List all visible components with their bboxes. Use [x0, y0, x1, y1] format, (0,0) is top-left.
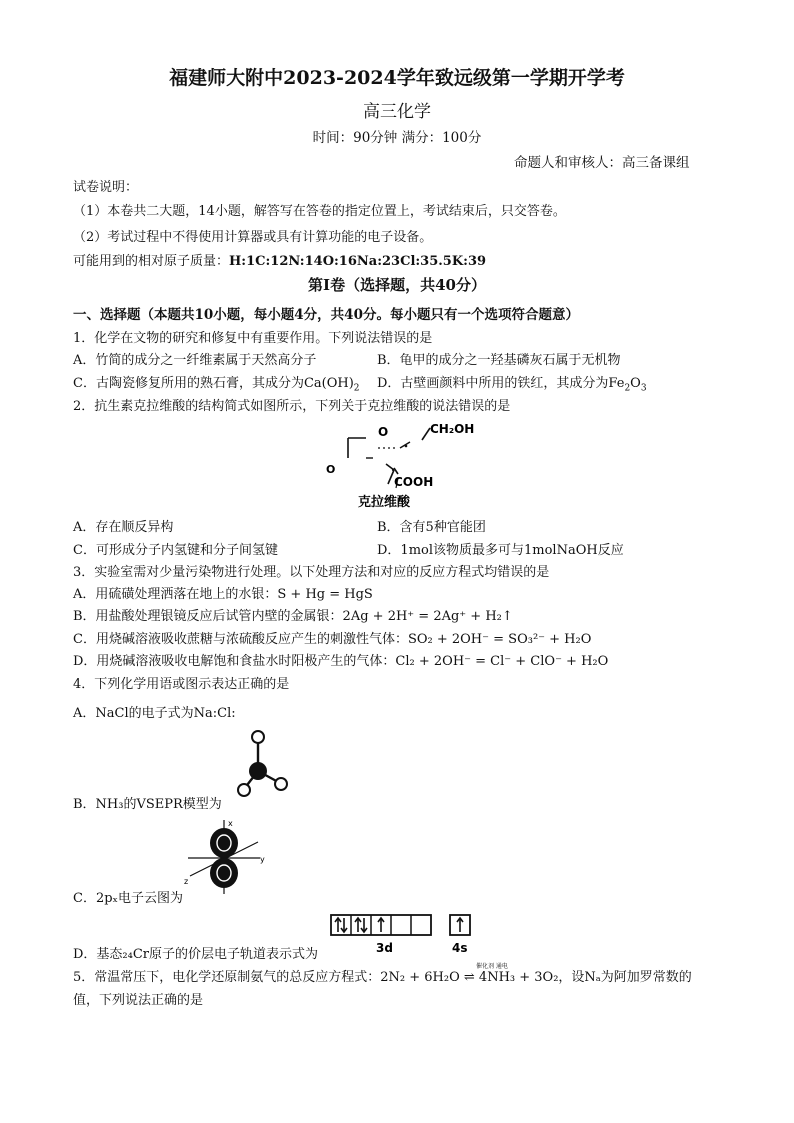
orbital-lobe: [210, 828, 238, 858]
q5-stem-line-2: 值，下列说法正确的是: [73, 993, 204, 1008]
electron-arrow-4s: [457, 918, 463, 932]
part-one-heading: 一、选择题（本题共10小题，每小题4分，共40分。每小题只有一个选项符合题意）: [73, 307, 579, 323]
instructions-heading: 试卷说明：: [73, 180, 139, 195]
q1-option-d-mid: O: [630, 376, 641, 391]
q2-option-a: A．存在顺反异构: [73, 520, 174, 535]
q3-option-d: D．用烧碱溶液吸收电解饱和食盐水时阳极产生的气体：Cl₂ + 2OH⁻ = Cl⁻ + ClO⁻ + H₂O: [73, 654, 609, 669]
clavulanic-acid-structure: [318, 418, 498, 510]
fig-caption: 克拉维酸: [358, 495, 411, 510]
bond: [394, 468, 398, 474]
exam-title: 福建师大附中2023-2024学年致远级第一学期开学考: [169, 67, 625, 89]
q1-option-d-sub2: 3: [640, 383, 647, 394]
q1-option-d-text: D．古壁画颜料中所用的铁红，其成分为Fe: [377, 376, 625, 391]
q3-option-a: A．用硫磺处理洒落在地上的水银：S + Hg = HgS: [73, 587, 373, 602]
q2-option-d: D．1mol该物质最多可与1molNaOH反应: [377, 543, 624, 558]
axis-label-z: z: [184, 877, 189, 886]
q5-stem-line-1: 5．常温常压下，电化学还原制氨气的总反应方程式：2N₂ + 6H₂O ⇌ 4NH₃ + 3O₂，设Nₐ为阿加罗常数的: [73, 970, 692, 985]
h-atom: [238, 784, 250, 796]
q3-option-b: B．用盐酸处理银镜反应后试管内壁的金属银：2Ag + 2H⁺ = 2Ag⁺ + H₂↑: [73, 609, 513, 624]
bond: [422, 428, 430, 440]
bond: [386, 464, 394, 470]
axis-label-x: x: [228, 819, 233, 828]
instruction-item-1: （1）本卷共二大题，14小题，解答写在答卷的指定位置上，考试结束后，只交答卷。: [73, 204, 566, 219]
q1-option-d: [377, 372, 647, 394]
q1-option-a: A．竹简的成分之一纤维素属于天然高分子: [73, 353, 317, 368]
atomic-mass-line: [73, 250, 486, 269]
q5-arrow-label: 催化剂 通电: [476, 963, 508, 970]
fig-o2: O: [326, 463, 336, 476]
h-atom: [275, 778, 287, 790]
q3-option-c: C．用烧碱溶液吸收蔗糖与浓硫酸反应产生的刺激性气体：SO₂ + 2OH⁻ = SO₃²⁻ + H₂O: [73, 632, 592, 647]
q1-option-c-text: C．古陶瓷修复所用的熟石膏，其成分为Ca(OH): [73, 376, 354, 391]
orbital-lobe: [210, 858, 238, 888]
fig-cooh: COOH: [394, 475, 434, 489]
q3-stem: 3．实验室需对少量污染物进行处理。以下处理方法和对应的反应方程式均错误的是: [73, 565, 550, 580]
fig-ch2oh: CH₂OH: [430, 422, 475, 436]
atomic-mass-label: 可能用到的相对原子质量：: [73, 254, 230, 269]
axis-label-y: y: [260, 855, 265, 864]
p-orbital-figure: [184, 816, 268, 896]
h-atom: [252, 731, 264, 743]
q1-option-b: B．龟甲的成分之一羟基磷灰石属于无机物: [377, 353, 621, 368]
label-4s: 4s: [452, 941, 468, 955]
q4-option-b: B．NH₃的VSEPR模型为: [73, 797, 222, 812]
q4-option-c: C．2pₓ电子云图为: [73, 891, 184, 906]
electron-arrows: [335, 918, 384, 932]
n-atom: [249, 762, 267, 780]
label-3d: 3d: [376, 941, 393, 955]
q4-option-d: D．基态₂₄Cr原子的价层电子轨道表示式为: [73, 947, 319, 962]
section-title: 第Ⅰ卷（选择题，共40分）: [308, 276, 486, 294]
q1-option-c: [73, 372, 360, 394]
atom-dot: [405, 445, 408, 448]
q2-option-c: C．可形成分子内氢键和分子间氢键: [73, 543, 278, 558]
fig-o1: O: [378, 425, 389, 439]
vsepr-model-figure: [236, 727, 296, 801]
subject-title: 高三化学: [363, 102, 431, 122]
q2-option-b: B．含有5种官能团: [377, 520, 486, 535]
bond: [400, 442, 410, 448]
q2-stem: 2．抗生素克拉维酸的结构简式如图所示，下列关于克拉维酸的说法错误的是: [73, 399, 511, 414]
cr-orbital-diagram: [330, 914, 478, 958]
time-info: 时间：90分钟 满分：100分: [312, 130, 482, 146]
q4-stem: 4．下列化学用语或图示表达正确的是: [73, 677, 290, 692]
instruction-item-2: （2）考试过程中不得使用计算器或具有计算功能的电子设备。: [73, 230, 433, 245]
q1-stem: 1．化学在文物的研究和修复中有重要作用。下列说法错误的是: [73, 331, 433, 346]
q1-option-d-sub1: 2: [624, 383, 631, 394]
atomic-mass-values: H:1C:12N:14O:16Na:23Cl:35.5K:39: [229, 254, 487, 269]
q1-option-c-sub: 2: [353, 383, 360, 394]
q4-option-a: A．NaCl的电子式为Na:Cl:: [73, 706, 236, 721]
authors: 命题人和审核人：高三备课组: [514, 155, 690, 171]
